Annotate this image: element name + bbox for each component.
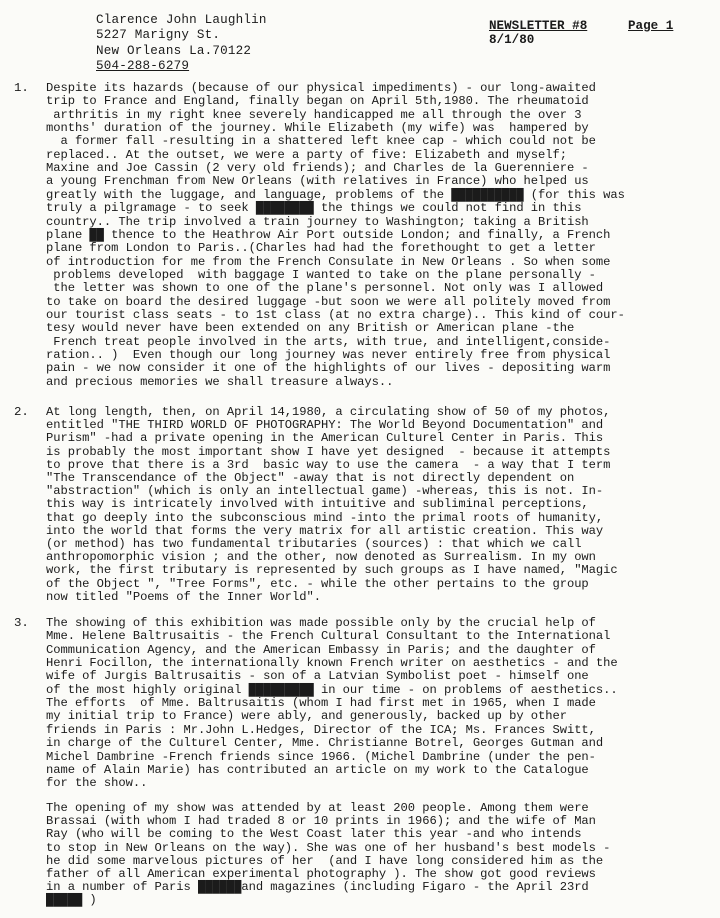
- text-line: country.. The trip involved a train journey to Washington; taking a British: [46, 214, 589, 229]
- newsletter-title: NEWSLETTER #8: [489, 19, 588, 33]
- text-line: in a number of Paris ██████and magazines (including Figaro - the April 23rd: [46, 880, 589, 895]
- sender-city: New Orleans La.70122: [96, 43, 252, 58]
- text-line: "abstraction" (which is only an intellectual game) -whereas, this is not. In-: [46, 484, 604, 499]
- text-line: Despite its hazards (because of our physical impediments) - our long-awaited: [46, 81, 596, 95]
- text-line: French treat people involved in the arts, with true, and intelligent,conside-: [46, 334, 611, 349]
- sender-name: Clarence John Laughlin: [96, 13, 267, 27]
- text-line: "The Transcendance of the Object" -away that is not directly dependent on: [46, 471, 575, 485]
- sender-phone: 504-288-6279: [96, 59, 190, 74]
- text-line: Communication Agency, and the American Embassy in Paris; and the daughter of: [46, 642, 596, 657]
- text-line: Brassai (with whom I had traded 8 or 10 prints in 1966); and the wife of Man: [46, 814, 596, 829]
- text-line: and precious memories we shall treasure always..: [46, 374, 394, 389]
- text-line: At long length, then, on April 14,1980, a circulating show of 50 of my photos,: [46, 405, 611, 419]
- text-line: my initial trip to France) were ably, and generously, backed up by other: [46, 709, 567, 724]
- text-line: Purism" -had a private opening in the American Culturel Center in Paris. This: [46, 431, 604, 446]
- text-line: plane from London to Paris..(Charles had had the forethought to get a letter: [46, 241, 596, 256]
- sender-address: [96, 13, 267, 75]
- text-line: now titled "Poems of the Inner World".: [46, 589, 321, 604]
- text-line: The showing of this exhibition was made possible only by the crucial help of: [46, 616, 596, 630]
- text-line: Michel Dambrine -French friends since 1966. (Michel Dambrine (under the pen-: [46, 749, 596, 764]
- text-line: is probably the most important show I have yet designed - because it attempts: [46, 444, 611, 459]
- paragraph-number: 3.: [14, 616, 29, 630]
- text-line: into the world that forms the very matrix for all artistic creation. This way: [46, 523, 604, 538]
- text-line: greatly with the luggage, and language, problems of the ██████████ (for this was: [46, 187, 625, 202]
- text-line: our tourist class seats - to 1st class (at no extra charge).. This kind of cour-: [46, 307, 625, 322]
- text-line: that go deeply into the subconscious mind -into the primal roots of humanity,: [46, 510, 604, 525]
- text-line: pain - we now consider it one of the highlights of our lives - depositing warm: [46, 361, 611, 376]
- text-line: months' duration of the journey. While Elizabeth (my wife) was hampered by: [46, 121, 589, 136]
- text-line: entitled "THE THIRD WORLD OF PHOTOGRAPHY: The World Beyond Documentation" and: [46, 418, 604, 433]
- sender-street: 5227 Marigny St.: [96, 28, 221, 43]
- text-line: arthritis in my right knee severely handicapped me all through the over 3: [46, 107, 582, 122]
- text-line: father of all American experimental photography ). The show got good reviews: [46, 867, 596, 881]
- text-line: the letter was shown to one of the plane's personnel. Not only was I allowed: [46, 281, 604, 296]
- text-line: truly a pilgramage - to seek ████████ the things we could not find in this: [46, 201, 582, 216]
- text-line: work, the first tributary is represented by such groups as I have named, "Magic: [46, 563, 618, 578]
- text-line: a former fall -resulting in a shattered left knee cap - which could not be: [46, 134, 596, 149]
- text-line: wife of Jurgis Baltrusaitis - son of a Latvian Symbolist poet - himself one: [46, 669, 589, 684]
- text-line: of the Object ", "Tree Forms", etc. - while the other pertains to the group: [46, 576, 589, 591]
- newsletter-heading: [489, 19, 587, 47]
- paragraph-number: 1.: [14, 81, 29, 95]
- text-line: name of Alain Marie) has contributed an article on my work to the Catalogue: [46, 762, 589, 777]
- text-line: friends in Paris : Mr.John L.Hedges, Director of the ICA; Ms. Frances Switt,: [46, 722, 596, 737]
- text-line: anthropomorphic vision ; and the other, now denoted as Surrealism. In my own: [46, 550, 596, 565]
- text-line: (or method) has two fundamental tributaries (sources) : that which we call: [46, 537, 582, 551]
- text-line: to prove that there is a 3rd basic way to use the camera - a way that I term: [46, 457, 611, 472]
- text-line: problems developed with baggage I wanted to take on the plane personally -: [46, 267, 596, 282]
- text-line: █████ ): [46, 893, 97, 908]
- text-line: Ray (who will be coming to the West Coast later this year -and who intends: [46, 827, 582, 842]
- text-line: plane ██ thence to the Heathrow Air Port outside London; and finally, a French: [46, 227, 611, 242]
- text-line: he did some marvelous pictures of her (and I have long considered him as the: [46, 853, 604, 868]
- newsletter-date: 8/1/80: [489, 33, 535, 47]
- text-line: trip to France and England, finally began on April 5th,1980. The rheumatoid: [46, 94, 589, 109]
- text-line: to take on board the desired luggage -but soon we were all politely moved from: [46, 294, 611, 309]
- text-line: tesy would never have been extended on any British or American plane -the: [46, 321, 575, 336]
- text-line: for the show..: [46, 776, 148, 791]
- text-line: The opening of my show was attended by at least 200 people. Among them were: [46, 801, 589, 815]
- page-number: Page 1: [628, 19, 674, 33]
- text-line: replaced.. At the outset, we were a party of five: Elizabeth and myself;: [46, 147, 567, 162]
- text-line: Maxine and Joe Cassin (2 very old friends); and Charles de la Guerenniere -: [46, 161, 589, 176]
- text-line: a young Frenchman from New Orleans (with relatives in France) who helped us: [46, 174, 589, 189]
- text-line: in charge of the Culturel Center, Mme. Christianne Botrel, Georges Gutman and: [46, 736, 604, 751]
- text-line: of the most highly original █████████ in our time - on problems of aesthetics..: [46, 682, 618, 697]
- text-line: to stop in New Orleans on the way). She was one of her husband's best models -: [46, 840, 611, 855]
- text-line: this way is intricately involved with intuitive and subliminal perceptions,: [46, 497, 589, 512]
- text-line: ration.. ) Even though our long journey was never entirely free from physical: [46, 348, 611, 362]
- text-line: Mme. Helene Baltrusaitis - the French Cultural Consultant to the International: [46, 629, 611, 644]
- text-line: The efforts of Mme. Baltrusaitis (whom I had first met in 1965, when I made: [46, 696, 596, 711]
- paragraph-number: 2.: [14, 405, 29, 419]
- text-line: Henri Focillon, the internationally known French writer on aesthetics - and the: [46, 656, 618, 671]
- text-line: of introduction for me from the French Consulate in New Orleans . So when some: [46, 254, 611, 269]
